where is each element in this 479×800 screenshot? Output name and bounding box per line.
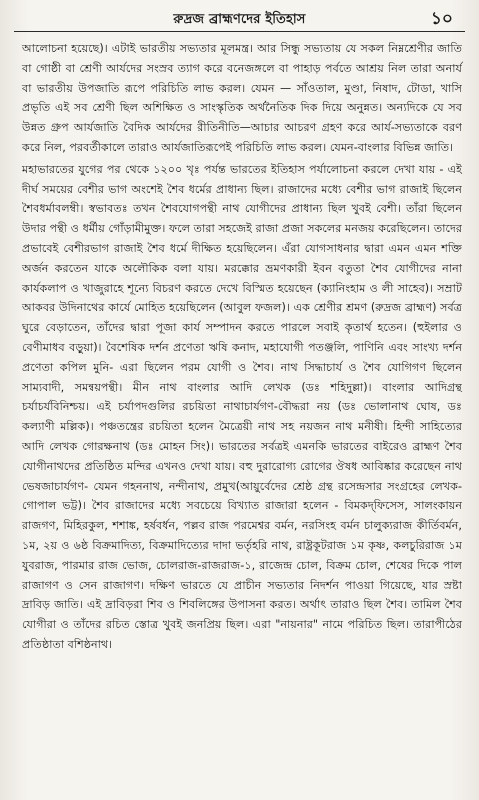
header-rule [14, 31, 465, 32]
running-title: রুদ্রজ ব্রাহ্মণদের ইতিহাস [173, 12, 306, 27]
paragraph-intro: আলোচনা হয়েছে)। এটাই ভারতীয় সভ্যতার মূলমন্ত্র। আর সিন্ধু সভ্যতায় যে সকল নিম্নশ্রেণীর জাতি বা গোষ্ঠী বা শ্রেণী আর্যদের সংস্রব ত্যাগ করে বনেজঙ্গলে বা পাহাড় পর্বতে আশ্রয় নিল তারা অনার্য বা ভারতীয় উপজাতি রূপে পরিচিতি লাভ করল। যেমন — সাঁওতাল, মুণ্ডা, নিষাদ, টোডা, খাসি প্রভৃতি এই সব শ্রেণী ছিল অশিক্ষিত ও সাংস্কৃতিক অর্থনৈতিক দিক দিয়ে অনুন্নত। অন্যদিকে যে সব উন্নত গ্রুপ আর্যজাতি বৈদিক আর্যদের রীতিনীতি—আচার আচরণ গ্রহণ করে আর্য-সভ্যতাকে বরণ করে নিল, পরবর্তীকালে তারাও আর্যজাতিরূপেই পরিচিতি লাভ করল। যেমন-বাংলার বিভিন্ন জাতি। [22, 42, 462, 154]
paragraph-shaiva-history: মহাভারতের যুগের পর থেকে ১২০০ খৃঃ পর্যন্ত ভারতের ইতিহাস পর্যালোচনা করলে দেখা যায় - এই দীর্ঘ সময়ের বেশীর ভাগ অংশেই শৈব ধর্মের প্রাধান্য ছিল। রাজাদের মধ্যে বেশীর ভাগ রাজাই ছিলেন শৈবধর্মাবলম্বী। স্বভাবতঃ তখন শৈবযোগপন্থী নাথ যোগীদের প্রাধান্য ছিল খুবই বেশী। তাঁরা ছিলেন উদার পন্থী ও ধর্মীয় গোঁড়ামীমুক্ত। ফলে তারা সহজেই রাজা প্রজা সকলের মনজয় করেছিলেন। তাদের প্রভাবেই বেশীরভাগ রাজাই শৈব ধর্মে দীক্ষিত হয়েছিলেন। এঁরা যোগসাধনার দ্বারা এমন এমন শক্তি অর্জন করতেন যাকে অলৌকিক বলা যায়। মরক্কোর ভ্রমণকারী ইবন বতুতা শৈব যোগীদের নানা কার্যকলাপ ও খাজুরাহে শূন্যে বিচরণ করতে দেখে বিস্মিত হয়েছেন (ক্যানিংহাম ও লী সাহেব)। সম্রাট আকবর উদিনাথের কার্যে মোহিত হয়েছিলেন (আবুল ফজল)। এক শ্রেণীর শ্রমণ (রুদ্রজ ব্রাহ্মণ) সর্বত্র ঘুরে বেড়াতেন, তাঁদের দ্বারা পূজা কার্য সম্পাদন করতে পারলে সবাই কৃতার্থ হতেন। (হুইলার ও বেণীমাধব বড়ুয়া)। বৈশেষিক দর্শন প্রণেতা ঋষি কনাদ, মহাযোগী পতঞ্জলি, পাণিনি এবং সাংখ্য দর্শন প্রণেতা কপিল মুনি- এরা ছিলেন পরম যোগী ও শৈব। নাথ সিদ্ধাচার্য ও শৈব যোগিগণ ছিলেন সাম্যবাদী, সমন্বয়পন্থী। মীন নাথ বাংলার আদি লেখক (ডঃ শহিদুল্লা)। বাংলার আদিগ্রন্থ চর্যাচর্যবিনিশ্চয়। এই চর্যাপদগুলির রচয়িতা নাথাচার্যগণ-বৌদ্ধরা নয় (ডঃ ভোলানাথ ঘোষ, ডঃ কল্যাণী মল্লিক)। পঞ্চতন্ত্রের রচয়িতা হলেন মৈত্রেয়ী নাথ সহ নয়জন নাথ মনীষী। হিন্দী সাহিত্যের আদি লেখক গোরক্ষনাথ (ডঃ মোহন সিং)। ভারতের সর্বত্রই এমনকি ভারতের বাইরেও ব্রাহ্মণ শৈব যোগীনাথদের প্রতিষ্ঠিত মন্দির এখনও দেখা যায়। বহু দুরারোগ্য রোগের ঔষধ আবিষ্কার করেছেন নাথ ভেষজাচার্যগণ- যেমন গহননাথ, নন্দীনাথ, প্রমুখ(আয়ুর্বেদের শ্রেষ্ঠ গ্রন্থ রসেন্দ্রসার সংগ্রহের লেখক-গোপাল ভট্ট)। শৈব রাজাদের মধ্যে সবচেয়ে বিখ্যাত রাজারা হলেন - বিমকদ্‌ফিসেস, সালংকায়ন রাজগণ, মিহিরকুল, শশাঙ্ক, হর্ষবর্ধন, পল্লব রাজ পরমেশ্বর বর্মন, নরসিংহ বর্মন চালুক্যরাজ কীর্তিবর্মন, ১ম, ২য় ও ৬ষ্ঠ বিক্রমাদিত্য, বিক্রমাদিত্যের দাদা ভর্তৃহরি নাথ, রাষ্ট্রকূটরাজ ১ম কৃষ্ণ, কলচুরিরাজ ১ম যুবরাজ, পারমার রাজ ভোজ, চোলরাজ-রাজরাজ-১, রাজেন্দ্র চোল, বিক্রম চোল, শেষের দিকে পাল রাজাগণ ও সেন রাজাগণ। দক্ষিণ ভারতে যে প্রাচীন সভ্যতার নিদর্শন পাওয়া গিয়েছে, যার স্রষ্টা দ্রাবিড় জাতি। এই দ্রাবিড়রা শিব ও শিবলিঙ্গের উপাসনা করত। অর্থাৎ তারাও ছিল শৈব। তামিল শৈব যোগীরা ও তাঁদের রচিত স্তোত্র খুবই জনপ্রিয় ছিল। এরা "নায়নার" নামে পরিচিত ছিল। তারাপীঠের প্রতিষ্ঠাতা বশিষ্ঠনাথ। [22, 162, 462, 651]
page-number: ১০ [430, 9, 453, 29]
page-header [0, 6, 479, 34]
body-text [22, 39, 462, 655]
